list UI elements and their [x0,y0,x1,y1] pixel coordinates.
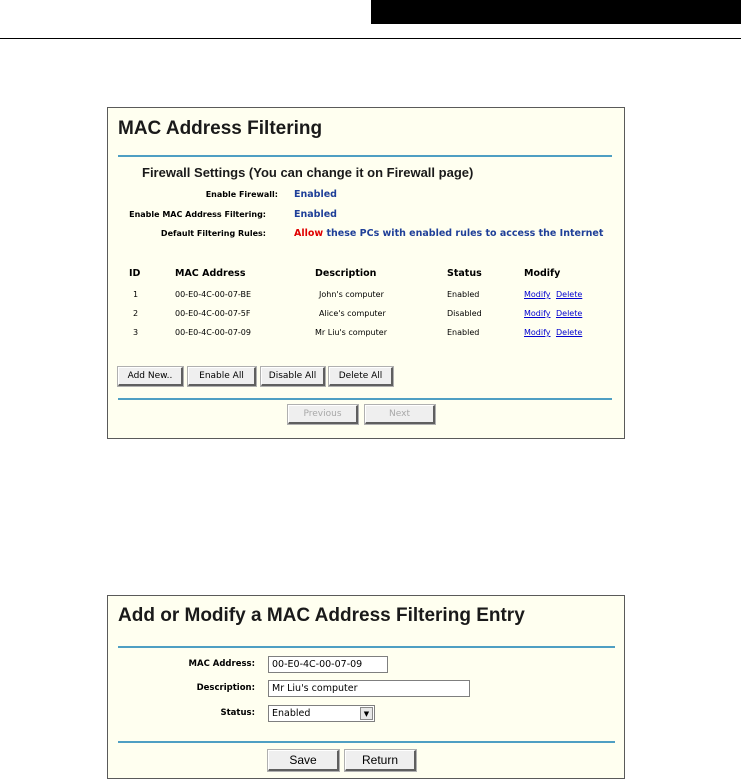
entry-form-panel [107,595,625,779]
previous-button[interactable]: Previous [288,405,358,424]
enable-firewall-label: Enable Firewall: [205,190,278,199]
form-bottom-divider [118,741,615,743]
row-description: Mr Liu's computer [315,328,387,337]
document-header-rule [0,38,741,39]
save-button[interactable]: Save [268,750,339,771]
row-id: 3 [133,328,139,337]
status-select[interactable] [268,705,375,722]
enable-mac-filtering-value: Enabled [294,209,337,220]
enable-all-button[interactable]: Enable All [188,367,256,386]
form-title: Add or Modify a MAC Address Filtering Entry [118,605,525,626]
title-divider [118,155,612,157]
mac-address-label: MAC Address: [188,659,255,669]
page-title: MAC Address Filtering [118,118,323,139]
column-header-modify: Modify [524,268,561,279]
allow-keyword: Allow [294,228,324,239]
next-button[interactable]: Next [365,405,435,424]
row-id: 1 [133,290,139,299]
modify-link[interactable]: Modify [524,328,551,337]
row-status: Disabled [447,309,482,318]
row-mac-address: 00-E0-4C-00-07-09 [175,328,251,337]
status-selected-value: Enabled [272,708,311,719]
description-label: Description: [196,683,255,693]
delete-all-button[interactable]: Delete All [329,367,393,386]
delete-link[interactable]: Delete [556,290,583,299]
return-button[interactable]: Return [345,750,416,771]
delete-link[interactable]: Delete [556,328,583,337]
disable-all-button[interactable]: Disable All [261,367,325,386]
firewall-settings-heading: Firewall Settings (You can change it on Firewall page) [142,165,474,180]
mac-address-field[interactable] [268,656,388,673]
form-title-divider [118,646,615,648]
enable-mac-filtering-label: Enable MAC Address Filtering: [129,210,266,219]
row-mac-address: 00-E0-4C-00-07-5F [175,309,251,318]
column-header-status: Status [447,268,482,279]
row-description: John's computer [319,290,384,299]
status-label: Status: [220,708,255,718]
bottom-divider [118,398,612,400]
description-field[interactable] [268,680,470,697]
default-rules-text: these PCs with enabled rules to access the Internet [326,228,604,239]
chevron-down-icon[interactable]: ▼ [360,707,373,720]
column-header-mac-address: MAC Address [175,268,246,279]
delete-link[interactable]: Delete [556,309,583,318]
enable-firewall-value: Enabled [294,189,337,200]
document-header-bar [371,0,741,24]
column-header-description: Description [315,268,377,279]
mac-filtering-panel [107,107,625,439]
row-description: Alice's computer [319,309,386,318]
column-header-id: ID [129,268,141,279]
add-new-button[interactable]: Add New.. [118,367,183,386]
modify-link[interactable]: Modify [524,290,551,299]
row-id: 2 [133,309,139,318]
default-filtering-rules-label: Default Filtering Rules: [160,229,266,238]
row-status: Enabled [447,290,480,299]
default-filtering-rules-value [294,228,603,239]
row-status: Enabled [447,328,480,337]
row-mac-address: 00-E0-4C-00-07-BE [175,290,252,299]
modify-link[interactable]: Modify [524,309,551,318]
